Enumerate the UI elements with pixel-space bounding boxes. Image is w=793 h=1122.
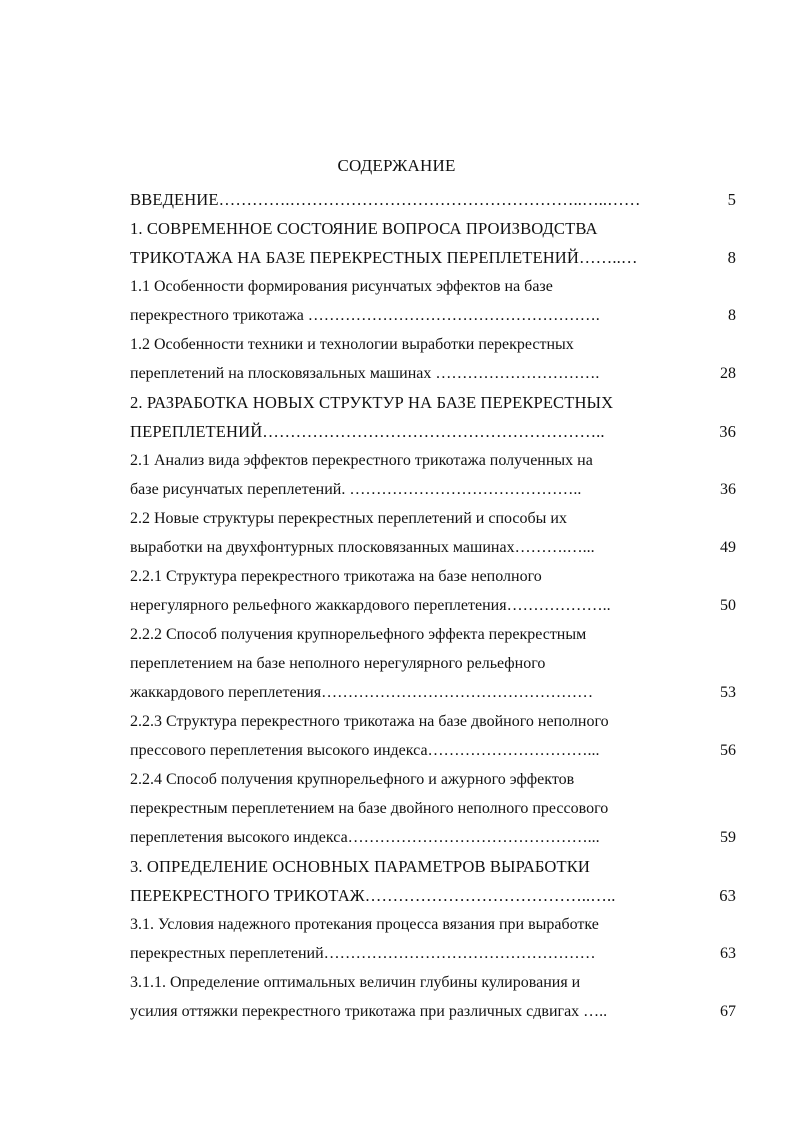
toc-entry-line [130, 475, 742, 504]
toc-entry-line [130, 736, 742, 765]
toc-entry-line [130, 649, 742, 678]
toc-page-number: 49 [720, 539, 736, 556]
toc-entry-text: 2. РАЗРАБОТКА НОВЫХ СТРУКТУР НА БАЗЕ ПЕРЕКРЕСТНЫХ [130, 393, 614, 412]
toc-entry-text: переплетением на базе неполного нерегулярного рельефного [130, 655, 546, 672]
toc-page-number: 56 [720, 742, 736, 759]
toc-entry-text: 2.2.1 Структура перекрестного трикотажа на базе неполного [130, 568, 542, 585]
toc-entry-text: 2.2.4 Способ получения крупнорельефного и ажурного эффектов [130, 771, 575, 788]
toc-entry-line [130, 794, 742, 823]
toc-entry-text: 1. СОВРЕМЕННОЕ СОСТОЯНИЕ ВОПРОСА ПРОИЗВОДСТВА [130, 219, 598, 238]
toc-entry-line [130, 301, 742, 330]
toc-entry-text: переплетений на плосковязальных машинах …………………………. [130, 365, 600, 382]
toc-entry-line [130, 939, 742, 968]
toc-entry-text: базе рисунчатых переплетений. …………………………………….. [130, 481, 582, 498]
toc-page-number: 63 [719, 886, 736, 905]
toc-page-number: 53 [720, 684, 736, 701]
toc-entry-line [130, 243, 742, 272]
toc-page-number: 59 [720, 829, 736, 846]
toc-page-number: 8 [727, 248, 736, 267]
toc-entry-line [130, 765, 742, 794]
toc-entry-text: ПЕРЕПЛЕТЕНИЙ…………………………………………………….. [130, 422, 605, 441]
toc-entry-text: прессового переплетения высокого индекса…………………………... [130, 742, 600, 759]
toc-page-number: 67 [720, 1003, 736, 1020]
toc-entry-text: 3. ОПРЕДЕЛЕНИЕ ОСНОВНЫХ ПАРАМЕТРОВ ВЫРАБОТКИ [130, 857, 591, 876]
toc-entry-line [130, 272, 742, 301]
toc-entry-text: ТРИКОТАЖА НА БАЗЕ ПЕРЕКРЕСТНЫХ ПЕРЕПЛЕТЕНИЙ……..… [130, 248, 638, 267]
toc-entry-line [130, 417, 742, 446]
toc-page-number: 36 [719, 422, 736, 441]
toc-entry-line [130, 678, 742, 707]
toc-entry-line [130, 591, 742, 620]
table-of-contents [130, 185, 742, 1026]
toc-entry-line [130, 562, 742, 591]
toc-entry-text: нерегулярного рельефного жаккардового переплетения……………….. [130, 597, 611, 614]
toc-page-number: 5 [727, 190, 736, 209]
toc-entry-line [130, 823, 742, 852]
toc-page-number: 28 [720, 365, 736, 382]
toc-entry-text: 1.1 Особенности формирования рисунчатых эффектов на базе [130, 278, 553, 295]
toc-page-number: 50 [720, 597, 736, 614]
toc-entry-text: перекрестных переплетений…………………………………………… [130, 945, 596, 962]
toc-entry-text: переплетения высокого индекса………………………………………... [130, 829, 600, 846]
toc-entry-line [130, 388, 742, 417]
toc-entry-text: 3.1. Условия надежного протекания процесса вязания при выработке [130, 916, 599, 933]
toc-entry-line [130, 620, 742, 649]
toc-entry-line [130, 707, 742, 736]
toc-entry-line [130, 852, 742, 881]
toc-entry-text: ВВЕДЕНИЕ………….……………………………………………..…..…… [130, 190, 641, 209]
page-title: СОДЕРЖАНИЕ [337, 156, 456, 175]
toc-entry-text: перекрестным переплетением на базе двойного неполного прессового [130, 800, 609, 817]
toc-entry-text: 2.1 Анализ вида эффектов перекрестного трикотажа полученных на [130, 452, 593, 469]
toc-entry-line [130, 968, 742, 997]
toc-entry-line [130, 997, 742, 1026]
toc-entry-line [130, 504, 742, 533]
toc-entry-text: жаккардового переплетения…………………………………………… [130, 684, 594, 701]
toc-entry-text: выработки на двухфонтурных плосковязанных машинах……….…... [130, 539, 595, 556]
toc-entry-line [130, 185, 742, 214]
toc-entry-line [130, 330, 742, 359]
toc-entry-line [130, 214, 742, 243]
toc-entry-text: ПЕРЕКРЕСТНОГО ТРИКОТАЖ…………………………………..….. [130, 886, 616, 905]
toc-entry-text: 2.2.3 Структура перекрестного трикотажа на базе двойного неполного [130, 713, 609, 730]
toc-entry-line [130, 533, 742, 562]
toc-page-number: 36 [720, 481, 736, 498]
toc-entry-line [130, 359, 742, 388]
toc-page-number: 8 [728, 307, 736, 324]
toc-entry-text: 3.1.1. Определение оптимальных величин глубины кулирования и [130, 974, 581, 991]
toc-entry-text: 2.2.2 Способ получения крупнорельефного эффекта перекрестным [130, 626, 587, 643]
toc-entry-line [130, 881, 742, 910]
toc-entry-text: 1.2 Особенности техники и технологии выработки перекрестных [130, 336, 574, 353]
toc-entry-text: 2.2 Новые структуры перекрестных переплетений и способы их [130, 510, 567, 527]
toc-entry-line [130, 910, 742, 939]
toc-page-number: 63 [720, 945, 736, 962]
toc-entry-text: усилия оттяжки перекрестного трикотажа при различных сдвигах ….. [130, 1003, 608, 1020]
toc-entry-line [130, 446, 742, 475]
toc-entry-text: перекрестного трикотажа ………………………………………………. [130, 307, 600, 324]
